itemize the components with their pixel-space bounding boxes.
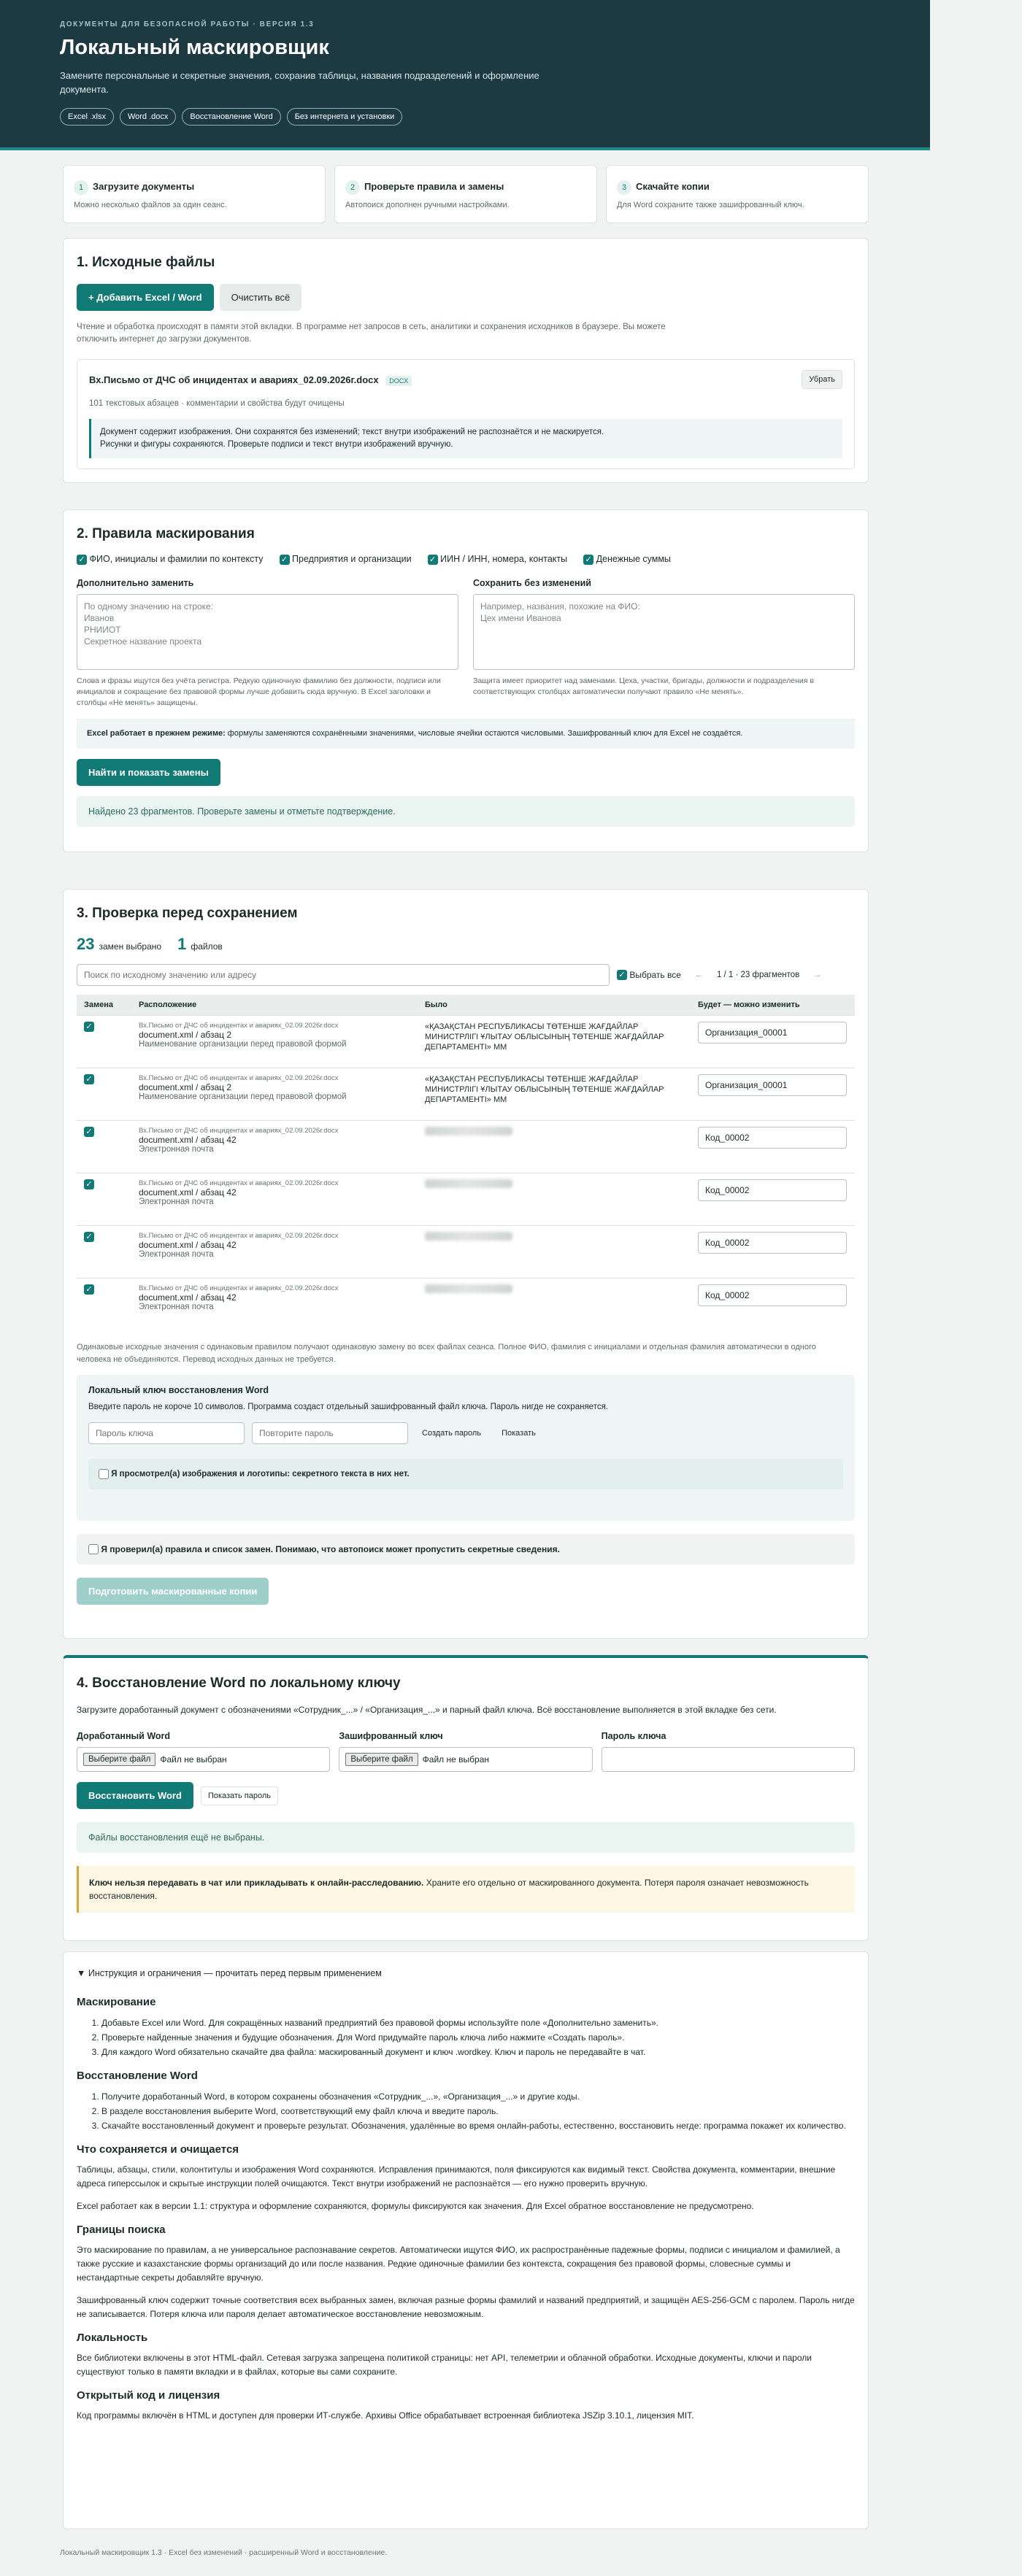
replacement-input[interactable] bbox=[698, 1022, 847, 1044]
location-part: document.xml / абзац 42 bbox=[139, 1187, 237, 1198]
rule-money[interactable] bbox=[583, 554, 671, 565]
key-password-input[interactable] bbox=[88, 1422, 245, 1444]
replacement-input[interactable] bbox=[698, 1284, 847, 1306]
replacements-count: 23 bbox=[77, 935, 95, 953]
doc-file-status: Файл не выбран bbox=[160, 1754, 227, 1765]
prev-page-button[interactable]: ← bbox=[688, 966, 710, 984]
privacy-note: Чтение и обработка происходят в памяти этой вкладки. В программе нет запросов в сеть, аналитики и сохранения исходников в браузере. Вы можете отключить интернет до загрузки документов. bbox=[77, 323, 666, 344]
col-was: Было bbox=[418, 995, 691, 1016]
checkbox-checked-icon[interactable]: ✓ bbox=[428, 555, 438, 565]
key-password-repeat-input[interactable] bbox=[252, 1422, 408, 1444]
step-title: Проверьте правила и замены bbox=[364, 181, 504, 192]
clear-all-button[interactable]: Очистить всё bbox=[220, 284, 302, 311]
replacement-input[interactable] bbox=[698, 1179, 847, 1201]
rule-label: ИИН / ИНН, номера, контакты bbox=[440, 554, 568, 564]
location-kind: Электронная почта bbox=[139, 1250, 214, 1259]
page-subtitle: Замените персональные и секретные значения, сохранив таблицы, названия подразделений и оформление документа. bbox=[60, 70, 539, 95]
col-will: Будет — можно изменить bbox=[691, 995, 855, 1016]
step-number: 3 bbox=[617, 180, 631, 195]
help-heading: Что сохраняется и очищается bbox=[77, 2143, 239, 2156]
was-cell bbox=[418, 1279, 691, 1331]
location-file: Вх.Письмо от ДЧС об инцидентах и авариях_02.09.2026г.docx bbox=[139, 1127, 339, 1135]
file-type-badge: DOCX bbox=[385, 376, 412, 386]
blurred-value bbox=[425, 1232, 512, 1241]
blurred-value bbox=[425, 1179, 512, 1188]
rule-label: Денежные суммы bbox=[596, 554, 671, 564]
header-kicker: ДОКУМЕНТЫ ДЛЯ БЕЗОПАСНОЙ РАБОТЫ · ВЕРСИЯ 1.3 bbox=[60, 20, 315, 28]
mask-step: 2. Проверьте найденные значения и будущие обозначения. Для Word придумайте пароль ключа либо нажмите «Создать пароль». bbox=[101, 2030, 855, 2045]
chip-word: Word .docx bbox=[120, 108, 176, 126]
step-number: 2 bbox=[345, 180, 360, 195]
replacements-label: замен выбрано bbox=[99, 941, 162, 952]
keep-label: Сохранить без изменений bbox=[473, 577, 591, 588]
key-warning-text: Храните его отдельно от маскированного документа. Потеря пароля означает невозможность восстановления. bbox=[89, 1878, 809, 1901]
location-cell bbox=[131, 1279, 418, 1331]
files-label: файлов bbox=[191, 941, 223, 952]
location-file: Вх.Письмо от ДЧС об инцидентах и авариях_02.09.2026г.docx bbox=[139, 1232, 339, 1240]
restore-step: 3. Скачайте восстановленный документ и проверьте результат. Обозначения, удалённые во время онлайн-работы, естественно, восстановить негде: программа покажет их количество. bbox=[101, 2118, 855, 2133]
col-replace: Замена bbox=[77, 995, 131, 1016]
checkbox-checked-icon[interactable]: ✓ bbox=[77, 555, 87, 565]
step-title: Загрузите документы bbox=[93, 181, 195, 192]
find-replacements-button[interactable]: Найти и показать замены bbox=[77, 759, 220, 786]
will-cell bbox=[691, 1226, 855, 1279]
table-row bbox=[77, 1068, 855, 1121]
chip-restore: Восстановление Word bbox=[182, 108, 280, 126]
add-files-button[interactable]: + Добавить Excel / Word bbox=[77, 284, 214, 311]
help-heading: Маскирование bbox=[77, 1996, 156, 2008]
key-panel-desc: Введите пароль не короче 10 символов. Программа создаст отдельный зашифрованный файл ключа. Пароль нигде не сохраняется. bbox=[88, 1402, 609, 1411]
file-card bbox=[77, 359, 855, 469]
blurred-value bbox=[425, 1127, 512, 1135]
help-text: Код программы включён в HTML и доступен для проверки ИТ-службе. Архивы Office обрабатывает встроенная библиотека JSZip 3.10.1, лицензия MIT. bbox=[77, 2410, 694, 2421]
was-cell bbox=[418, 1226, 691, 1279]
restore-step: 2. В разделе восстановления выберите Word, соответствующий ему файл ключа и введите пароль. bbox=[101, 2104, 855, 2118]
help-heading: Границы поиска bbox=[77, 2224, 166, 2236]
location-part: document.xml / абзац 42 bbox=[139, 1292, 237, 1303]
rule-ids[interactable] bbox=[428, 554, 567, 565]
rule-label: ФИО, инициалы и фамилии по контексту bbox=[89, 554, 264, 564]
generate-password-button[interactable]: Создать пароль bbox=[422, 1428, 482, 1438]
choose-key-button[interactable]: Выберите файл bbox=[345, 1753, 418, 1766]
step-3 bbox=[606, 165, 869, 223]
help-text: Зашифрованный ключ содержит точные соответствия всех выбранных замен, включая разные формы фамилий и названий предприятий, и защищён AES-256-GCM с паролем. Пароль нигде не записывается. Потеря ключа или пароля делает автоматическое восстановление невозможным. bbox=[77, 2295, 855, 2319]
location-kind: Электронная почта bbox=[139, 1145, 214, 1154]
replace-toggle-cell bbox=[77, 1226, 131, 1279]
replacement-input[interactable] bbox=[698, 1074, 847, 1096]
location-kind: Наименование организации перед правовой формой bbox=[139, 1092, 347, 1101]
images-checked-toggle[interactable] bbox=[88, 1459, 843, 1489]
excel-mode-text: формулы заменяются сохранёнными значениями, числовые ячейки остаются числовыми. Зашифрованный ключ для Excel не создаётся. bbox=[225, 728, 743, 738]
show-password-button[interactable]: Показать bbox=[502, 1428, 536, 1438]
section-title: 3. Проверка перед сохранением bbox=[77, 906, 298, 921]
location-cell bbox=[131, 1226, 418, 1279]
page-title: Локальный маскировщик bbox=[60, 36, 329, 59]
location-cell bbox=[131, 1016, 418, 1068]
app-header bbox=[0, 0, 930, 150]
step-desc: Автопоиск дополнен ручными настройками. bbox=[345, 201, 510, 209]
will-cell bbox=[691, 1173, 855, 1226]
image-warning bbox=[89, 419, 842, 458]
checkbox-checked-icon[interactable]: ✓ bbox=[84, 1232, 94, 1242]
key-file-status: Файл не выбран bbox=[422, 1754, 489, 1765]
checkbox-empty-icon[interactable] bbox=[99, 1469, 109, 1479]
location-file: Вх.Письмо от ДЧС об инцидентах и авариях_02.09.2026г.docx bbox=[139, 1284, 339, 1292]
checkbox-checked-icon[interactable]: ✓ bbox=[84, 1179, 94, 1189]
section-title: 1. Исходные файлы bbox=[77, 255, 215, 270]
images-checked-label: Я просмотрел(а) изображения и логотипы: секретного текста в них нет. bbox=[111, 1469, 410, 1478]
location-part: document.xml / абзац 2 bbox=[139, 1082, 232, 1092]
replacement-search-input[interactable] bbox=[77, 964, 610, 986]
restore-word-button[interactable]: Восстановить Word bbox=[77, 1782, 193, 1809]
choose-doc-button[interactable]: Выберите файл bbox=[83, 1753, 155, 1766]
chip-excel: Excel .xlsx bbox=[60, 108, 114, 126]
restore-desc: Загрузите доработанный документ с обозначениями «Сотрудник_...» / «Организация_...» и парный файл ключа. Всё восстановление выполняется в этой вкладке без сети. bbox=[77, 1705, 777, 1715]
rule-orgs[interactable] bbox=[280, 554, 412, 565]
section-source-files bbox=[63, 238, 869, 483]
restore-password-input[interactable] bbox=[602, 1747, 855, 1772]
col-location: Расположение bbox=[131, 995, 418, 1016]
section-title: 2. Правила маскирования bbox=[77, 526, 255, 541]
add-replace-note: Слова и фразы ищутся без учёта регистра. Редкую одиночную фамилию без должности, подписи или инициалов и сокращение без правовой формы лучше добавить сюда вручную. В Excel заголовки и столбцы «Не менять» защищены. bbox=[77, 676, 441, 707]
location-cell bbox=[131, 1173, 418, 1226]
location-cell bbox=[131, 1068, 418, 1121]
replacement-input[interactable] bbox=[698, 1127, 847, 1149]
prepare-copies-button[interactable]: Подготовить маскированные копии bbox=[77, 1578, 269, 1605]
replace-toggle-cell bbox=[77, 1173, 131, 1226]
next-page-button[interactable]: → bbox=[807, 966, 828, 984]
files-count: 1 bbox=[177, 935, 187, 953]
replacements-table bbox=[77, 995, 855, 1331]
key-panel-title: Локальный ключ восстановления Word bbox=[88, 1384, 269, 1395]
step-2 bbox=[334, 165, 597, 223]
file-meta: 101 текстовых абзацев · комментарии и свойства будут очищены bbox=[89, 399, 345, 408]
checkbox-checked-icon[interactable]: ✓ bbox=[84, 1127, 94, 1137]
feature-chips bbox=[60, 108, 870, 126]
checkbox-checked-icon[interactable]: ✓ bbox=[280, 555, 290, 565]
step-number: 1 bbox=[74, 180, 88, 195]
help-text: Таблицы, абзацы, стили, колонтитулы и изображения Word сохраняются. Исправления принимаются, поля фиксируются как видимый текст. Свойства документа, комментарии, внешние адреса гиперссылок и скрытые инструкции полей очищаются. Текст внутри изображений не распознаётся — его нужно проверить вручную. bbox=[77, 2164, 836, 2189]
instructions-panel bbox=[63, 1951, 869, 2529]
replace-toggle-cell bbox=[77, 1121, 131, 1173]
key-panel bbox=[77, 1375, 855, 1521]
key-warning-bold: Ключ нельзя передавать в чат или прикладывать к онлайн-расследованию. bbox=[89, 1878, 424, 1888]
checkbox-checked-icon[interactable]: ✓ bbox=[583, 555, 593, 565]
doc-label: Доработанный Word bbox=[77, 1731, 171, 1741]
location-kind: Электронная почта bbox=[139, 1198, 214, 1206]
will-cell bbox=[691, 1279, 855, 1331]
chip-offline: Без интернета и установки bbox=[287, 108, 403, 126]
rule-label: Предприятия и организации bbox=[292, 554, 412, 564]
pager-status: 1 / 1 · 23 фрагментов bbox=[716, 971, 800, 979]
will-cell bbox=[691, 1068, 855, 1121]
step-desc: Можно несколько файлов за один сеанс. bbox=[74, 201, 227, 209]
instructions-summary[interactable]: ▼ Инструкция и ограничения — прочитать перед первым применением bbox=[77, 1968, 382, 1978]
step-desc: Для Word сохраните также зашифрованный ключ. bbox=[617, 201, 804, 209]
table-row bbox=[77, 1016, 855, 1068]
step-title: Скачайте копии bbox=[636, 181, 710, 192]
restore-pw-label: Пароль ключа bbox=[601, 1731, 666, 1741]
help-text: Excel работает как в версии 1.1: структура и оформление сохраняются, формулы фиксируются как значения. Для Excel обратное восстановление не предусмотрено. bbox=[77, 2201, 754, 2211]
help-text: Это маскирование по правилам, а не универсальное распознавание секретов. Автоматически ищутся ФИО, их распространённые падежные формы, подписи с инициалом и фамилией, а также русские и казахстанские формы организаций до или после названия. Редкие одиночные фамилии без контекста, сокращения без правовой формы, словесные суммы и нестандартные секреты добавляйте вручную. bbox=[77, 2245, 840, 2283]
doc-file-input[interactable] bbox=[77, 1747, 330, 1772]
was-cell bbox=[418, 1121, 691, 1173]
add-replace-textarea[interactable]: По одному значению на строке: Иванов РНИИОТ Секретное название проекта bbox=[77, 594, 458, 670]
was-cell bbox=[418, 1173, 691, 1226]
location-kind: Наименование организации перед правовой формой bbox=[139, 1040, 347, 1049]
checkbox-checked-icon[interactable]: ✓ bbox=[617, 970, 627, 980]
steps-row bbox=[63, 165, 869, 223]
select-all-toggle[interactable] bbox=[617, 970, 681, 981]
step-1 bbox=[63, 165, 326, 223]
replace-toggle-cell bbox=[77, 1279, 131, 1331]
excel-mode-note bbox=[77, 719, 855, 749]
remove-file-button[interactable]: Убрать bbox=[802, 370, 842, 389]
table-row bbox=[77, 1121, 855, 1173]
location-file: Вх.Письмо от ДЧС об инцидентах и авариях_02.09.2026г.docx bbox=[139, 1074, 339, 1082]
key-warning bbox=[77, 1866, 855, 1913]
mask-steps bbox=[101, 2016, 855, 2059]
help-heading: Локальность bbox=[77, 2332, 148, 2344]
key-file-input[interactable] bbox=[339, 1747, 592, 1772]
found-status: Найдено 23 фрагментов. Проверьте замены и отметьте подтверждение. bbox=[77, 796, 855, 827]
was-cell bbox=[418, 1068, 691, 1121]
location-part: document.xml / абзац 42 bbox=[139, 1240, 237, 1250]
rule-fio[interactable] bbox=[77, 554, 264, 565]
replacements-rows bbox=[77, 1016, 855, 1331]
excel-mode-bold: Excel работает в прежнем режиме: bbox=[87, 728, 226, 738]
confirm-toggle[interactable] bbox=[77, 1534, 855, 1565]
was-value: «ҚАЗАҚСТАН РЕСПУБЛИКАСЫ ТӨТЕНШЕ ЖАҒДАЙЛАР МИНИСТРЛІГІ ҰЛЫТАУ ОБЛЫСЫНЫҢ ТӨТЕНШЕ ЖАҒДАЙЛАР ДЕПАРТАМЕНТІ» ММ bbox=[425, 1075, 664, 1104]
was-value: «ҚАЗАҚСТАН РЕСПУБЛИКАСЫ ТӨТЕНШЕ ЖАҒДАЙЛАР МИНИСТРЛІГІ ҰЛЫТАУ ОБЛЫСЫНЫҢ ТӨТЕНШЕ ЖАҒДАЙЛАР ДЕПАРТАМЕНТІ» ММ bbox=[425, 1022, 664, 1052]
will-cell bbox=[691, 1121, 855, 1173]
select-all-label: Выбрать все bbox=[629, 969, 681, 980]
table-row bbox=[77, 1279, 855, 1331]
keep-textarea[interactable]: Например, названия, похожие на ФИО: Цех имени Иванова bbox=[473, 594, 855, 670]
checkbox-checked-icon[interactable]: ✓ bbox=[84, 1022, 94, 1032]
add-replace-label: Дополнительно заменить bbox=[77, 577, 194, 588]
keep-note: Защита имеет приоритет над заменами. Цеха, участки, бригады, должности и подразделения в соответствующих столбцах автоматически получают правило «Не менять». bbox=[473, 676, 814, 696]
help-text: Все библиотеки включены в этот HTML-файл. Сетевая загрузка запрещена политикой страницы: нет API, телеметрии и облачной обработки. Исходные документы, ключи и пароли существуют только в памяти вкладки и в файлах, которые вы сами сохраните. bbox=[77, 2353, 812, 2377]
mask-step: 1. Добавьте Excel или Word. Для сокращённых названий предприятий без правовой формы используйте поле «Дополнительно заменить». bbox=[101, 2016, 855, 2030]
blurred-value bbox=[425, 1284, 512, 1293]
help-heading: Открытый код и лицензия bbox=[77, 2389, 220, 2402]
location-cell bbox=[131, 1121, 418, 1173]
mask-step: 3. Для каждого Word обязательно скачайте два файла: маскированный документ и ключ .wordkey. Ключ и пароль не передавайте в чат. bbox=[101, 2045, 855, 2059]
confirm-label: Я проверил(а) правила и список замен. Понимаю, что автопоиск может пропустить секретные сведения. bbox=[101, 1543, 560, 1554]
location-part: document.xml / абзац 2 bbox=[139, 1030, 232, 1040]
help-heading: Восстановление Word bbox=[77, 2070, 198, 2082]
checkbox-empty-icon[interactable] bbox=[88, 1544, 99, 1554]
section-title: 4. Восстановление Word по локальному ключу bbox=[77, 1675, 401, 1691]
location-file: Вх.Письмо от ДЧС об инцидентах и авариях_02.09.2026г.docx bbox=[139, 1179, 339, 1187]
location-kind: Электронная почта bbox=[139, 1303, 214, 1311]
section-review bbox=[63, 889, 869, 1639]
image-warning-text-2: Рисунки и фигуры сохраняются. Проверьте подписи и текст внутри изображений вручную. bbox=[100, 440, 453, 449]
key-label: Зашифрованный ключ bbox=[339, 1731, 443, 1741]
replace-toggle-cell bbox=[77, 1068, 131, 1121]
location-file: Вх.Письмо от ДЧС об инцидентах и авариях_02.09.2026г.docx bbox=[139, 1022, 339, 1030]
table-row bbox=[77, 1226, 855, 1279]
image-warning-text: Документ содержит изображения. Они сохранятся без изменений; текст внутри изображений не распознаётся и не маскируется. bbox=[100, 428, 604, 436]
section-rules bbox=[63, 509, 869, 852]
table-row bbox=[77, 1173, 855, 1226]
restore-step: 1. Получите доработанный Word, в котором сохранены обозначения «Сотрудник_...», «Организация_...» и другие коды. bbox=[101, 2089, 855, 2104]
replacement-input[interactable] bbox=[698, 1232, 847, 1254]
file-name: Вх.Письмо от ДЧС об инцидентах и авариях_02.09.2026г.docx bbox=[89, 374, 379, 385]
same-values-note: Одинаковые исходные значения с одинаковым правилом получают одинаковую замену во всех файлах сеанса. Полное ФИО, фамилия с инициалами и отдельная фамилия автоматически в одного человека не объединяются. Перевод исходных данных не требуется. bbox=[77, 1342, 816, 1364]
checkbox-checked-icon[interactable]: ✓ bbox=[84, 1284, 94, 1295]
was-cell bbox=[418, 1016, 691, 1068]
footer: Локальный маскировщик 1.3 · Excel без изменений · расширенный Word и восстановление. bbox=[60, 2548, 388, 2557]
restore-steps bbox=[101, 2089, 855, 2133]
restore-status: Файлы восстановления ещё не выбраны. bbox=[77, 1822, 855, 1853]
checkbox-checked-icon[interactable]: ✓ bbox=[84, 1074, 94, 1084]
section-restore bbox=[63, 1655, 869, 1941]
show-restore-password-button[interactable]: Показать пароль bbox=[201, 1786, 278, 1805]
will-cell bbox=[691, 1016, 855, 1068]
replace-toggle-cell bbox=[77, 1016, 131, 1068]
location-part: document.xml / абзац 42 bbox=[139, 1135, 237, 1145]
